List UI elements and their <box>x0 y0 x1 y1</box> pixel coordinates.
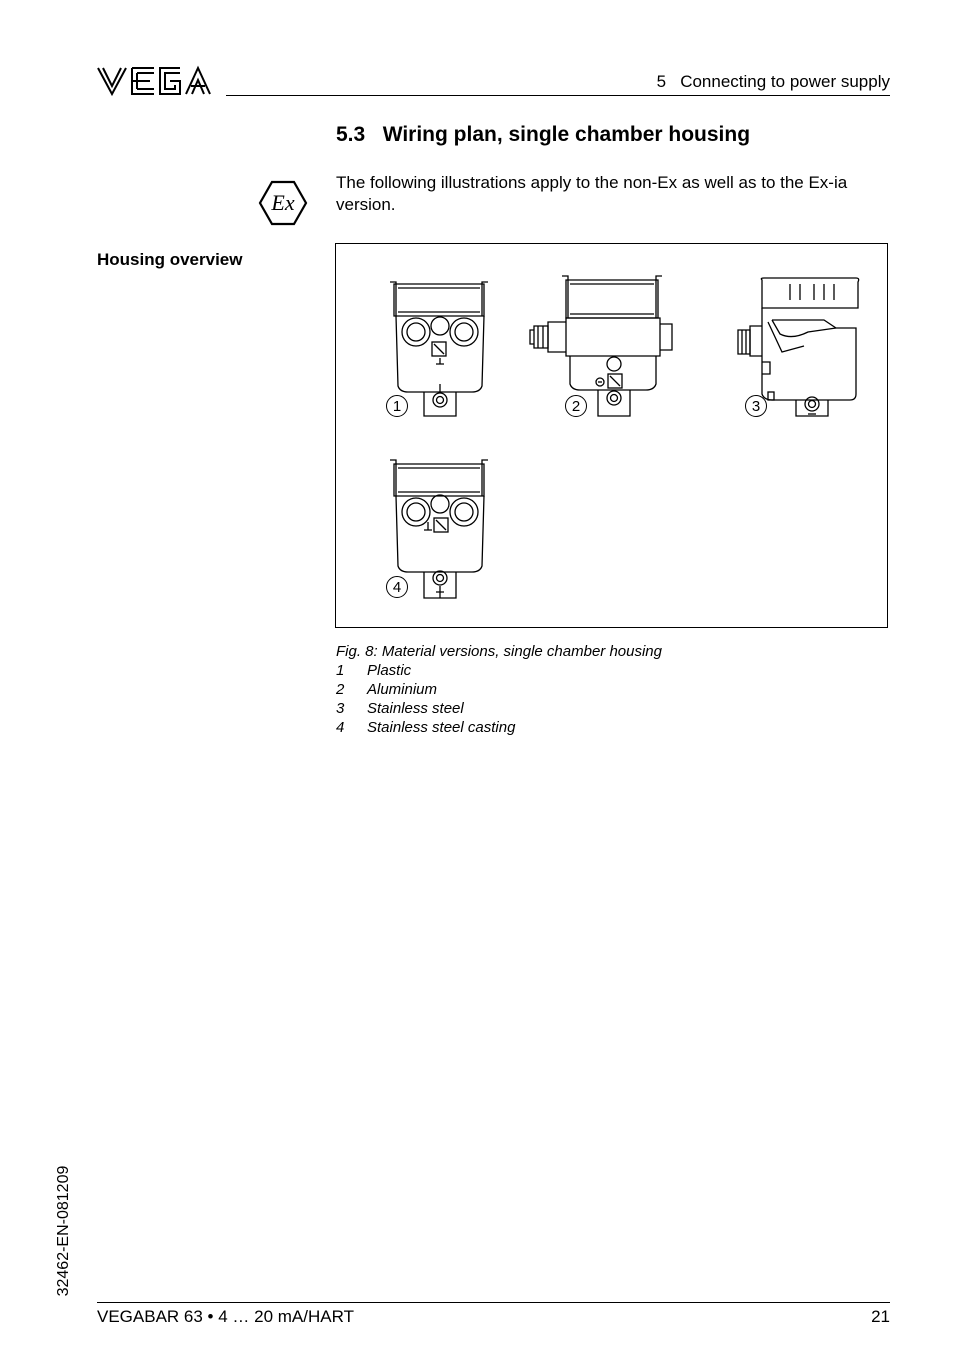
intro-paragraph: The following illustrations apply to the non-Ex as well as to the Ex-ia version. <box>336 173 848 214</box>
housing-overview-heading: Housing overview <box>97 250 243 269</box>
chapter-heading: 5 Connecting to power supply <box>656 72 890 91</box>
footer-product: VEGABAR 63 • 4 … 20 mA/HART <box>97 1307 354 1326</box>
legend-number: 3 <box>336 700 345 717</box>
footer-divider <box>97 1302 890 1303</box>
legend-item <box>336 699 515 718</box>
section-title: 5.3 Wiring plan, single chamber housing <box>336 123 751 146</box>
document-id <box>44 1158 84 1304</box>
ex-symbol-icon <box>258 180 308 226</box>
legend-item <box>336 718 515 737</box>
figure-marker-1: 1 <box>386 395 408 417</box>
aluminium-housing-drawing <box>526 272 676 422</box>
figure-marker-4: 4 <box>386 576 408 598</box>
vega-logo <box>96 64 214 98</box>
figure-caption: Fig. 8: Material versions, single chamber housing <box>336 643 662 660</box>
figure-marker-2: 2 <box>565 395 587 417</box>
document-id-text: 32462-EN-081209 <box>55 1165 72 1297</box>
legend-label: Stainless steel <box>367 700 464 717</box>
figure-legend <box>336 661 515 737</box>
legend-number: 4 <box>336 719 345 736</box>
header-divider <box>226 95 890 96</box>
legend-item <box>336 661 515 680</box>
legend-label: Aluminium <box>367 681 438 698</box>
housing-figure <box>335 243 888 628</box>
figure-marker-3: 3 <box>745 395 767 417</box>
legend-label: Stainless steel casting <box>367 719 516 736</box>
legend-label: Plastic <box>367 662 412 679</box>
legend-item <box>336 680 515 699</box>
svg-text:Ex: Ex <box>271 190 295 215</box>
legend-number: 2 <box>336 681 345 698</box>
page-number: 21 <box>871 1307 890 1326</box>
legend-number: 1 <box>336 662 345 679</box>
